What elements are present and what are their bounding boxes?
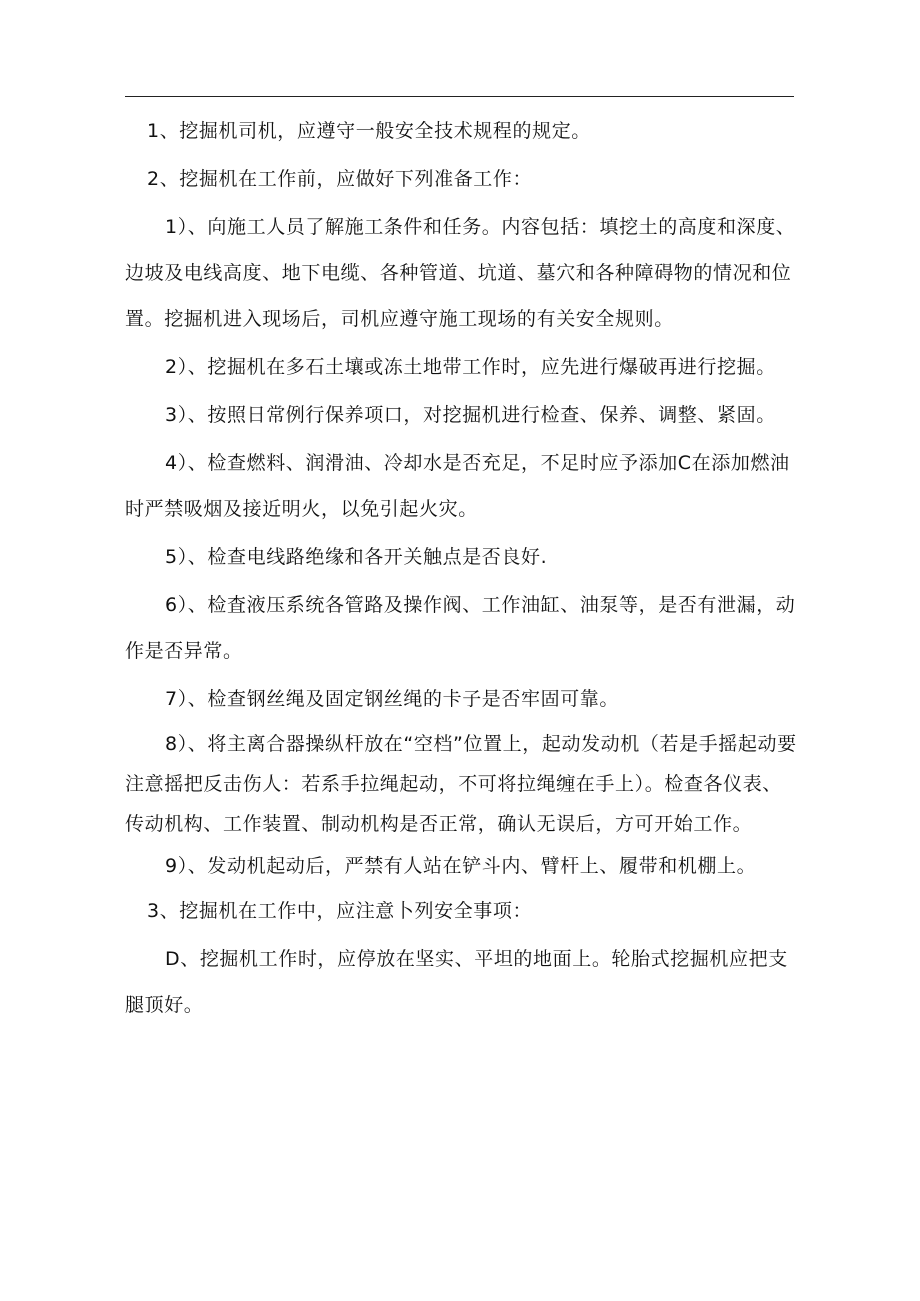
paragraph-3: 1）、向施工人员了解施工条件和任务。内容包括：填挖土的高度和深度、边坡及电线高度、地下电缆、各种管道、坑道、墓穴和各种障碍物的情况和位置。挖掘机进入现场后，司机应遵守施工现场的有关安全规则。 bbox=[125, 216, 796, 330]
paragraph-5: 3）、按照日常例行保养项口，对挖掘机进行检查、保养、调整、紧固。 bbox=[165, 404, 776, 426]
paragraph-6: 4）、检查燃料、润滑油、冷却水是否充足，不足时应予添加C在添加燃油时严禁吸烟及接近明火，以免引起火灾。 bbox=[125, 452, 790, 520]
paragraph-1: 1、挖掘机司机，应遵守一般安全技术规程的规定。 bbox=[147, 120, 591, 142]
paragraph-7: 5）、检查电线路绝缘和各开关触点是否良好. bbox=[165, 546, 548, 568]
document-body bbox=[125, 108, 797, 1030]
paragraph-12: 3、挖掘机在工作中，应注意卜列安全事项： bbox=[147, 900, 533, 922]
paragraph-9: 7）、检查钢丝绳及固定钢丝绳的卡子是否牢固可靠。 bbox=[165, 688, 619, 710]
paragraph-2: 2、挖掘机在工作前，应做好下列准备工作： bbox=[147, 168, 533, 190]
paragraph-8: 6）、检査液压系统各管路及操作阀、工作油缸、油泵等，是否有泄漏，动作是否异常。 bbox=[125, 594, 796, 662]
paragraph-13: D、挖掘机工作时，应停放在坚实、平坦的地面上。轮胎式挖掘机应把支腿顶好。 bbox=[125, 948, 788, 1016]
paragraph-10: 8）、将主离合器操纵杆放在“空档”位置上，起动发动机（若是手摇起动要注意摇把反击伤人：若系手拉绳起动，不可将拉绳缠在手上）。检查各仪表、传动机构、工作装置、制动机构是否正常，确认无误后，方可开始工作。 bbox=[125, 733, 797, 835]
paragraph-11: 9）、发动机起动后，严禁有人站在铲斗内、臂杆上、履带和机棚上。 bbox=[165, 855, 757, 877]
header-rule bbox=[125, 96, 794, 97]
paragraph-4: 2）、挖掘机在多石土壤或冻土地带工作时，应先进行爆破再进行挖掘。 bbox=[165, 356, 776, 378]
